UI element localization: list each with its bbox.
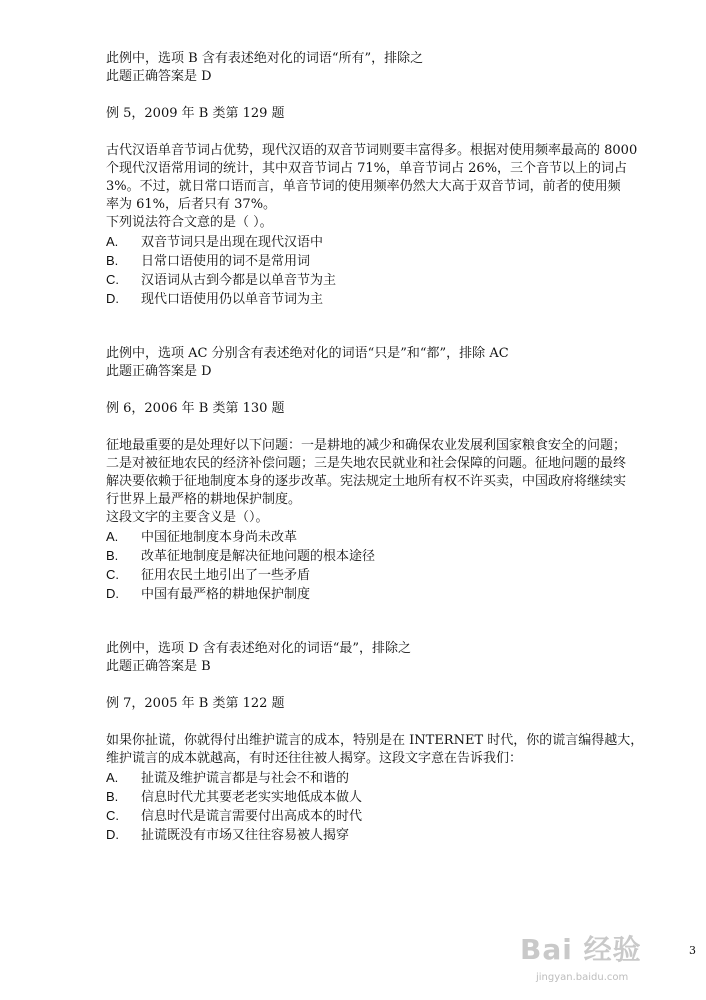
page-number: 3 (689, 944, 696, 957)
option-a: A. 双音节词只是出现在现代汉语中 (106, 234, 324, 250)
passage-line: 率为 61%，后者只有 37%。 (106, 197, 277, 212)
option-b: B. 改革征地制度是解决征地问题的根本途径 (106, 548, 376, 564)
option-d: D. 扯谎既没有市场又往往容易被人揭穿 (106, 827, 350, 843)
option-b: B. 信息时代尤其要老老实实地低成本做人 (106, 789, 363, 805)
watermark-url: jingyan.baidu.com (536, 972, 629, 983)
analysis-line: 此例中，选项 B 含有表述绝对化的词语“所有”，排除之 (106, 51, 424, 66)
passage-line: 3%。不过，就日常口语而言，单音节词的使用频率仍然大大高于双音节词，前者的使用频 (106, 179, 621, 194)
passage-line: 古代汉语单音节词占优势，现代汉语的双音节词则要丰富得多。根据对使用频率最高的 8000 (106, 143, 638, 158)
passage-line: 维护谎言的成本就越高，有时还往往被人揭穿。这段文字意在告诉我们： (106, 751, 523, 766)
watermark-logo: Bai 经验 (520, 933, 642, 966)
passage-line: 如果你扯谎，你就得付出维护谎言的成本，特别是在 INTERNET 时代，你的谎言编得越大， (106, 733, 644, 748)
question-line: 这段文字的主要含义是（）。 (106, 510, 269, 525)
answer-line: 此题正确答案是 B (106, 659, 211, 674)
question-line: 下列说法符合文意的是（ ）。 (106, 215, 273, 230)
passage-line: 征地最重要的是处理好以下问题：一是耕地的减少和确保农业发展利国家粮食安全的问题； (106, 438, 627, 453)
option-c: C. 征用农民土地引出了一些矛盾 (106, 567, 311, 583)
example-title: 例 6，2006 年 B 类第 130 题 (106, 401, 285, 416)
option-d: D. 中国有最严格的耕地保护制度 (106, 586, 311, 602)
example-title: 例 5，2009 年 B 类第 129 题 (106, 106, 285, 121)
answer-line: 此题正确答案是 D (106, 364, 212, 379)
passage-line: 二是对被征地农民的经济补偿问题；三是失地农民就业和社会保障的问题。征地问题的最终 (106, 456, 627, 471)
option-a: A. 扯谎及维护谎言都是与社会不和谐的 (106, 770, 350, 786)
option-c: C. 汉语词从古到今都是以单音节为主 (106, 272, 337, 288)
option-d: D. 现代口语使用仍以单音节词为主 (106, 291, 324, 307)
option-a: A. 中国征地制度本身尚未改革 (106, 529, 298, 545)
answer-line: 此题正确答案是 D (106, 69, 212, 84)
analysis-line: 此例中，选项 D 含有表述绝对化的词语“最”，排除之 (106, 641, 411, 656)
option-b: B. 日常口语使用的词不是常用词 (106, 253, 311, 269)
passage-line: 个现代汉语常用词的统计，其中双音节词占 71%，单音节词占 26%，三个音节以上的词占 (106, 161, 628, 176)
option-c: C. 信息时代是谎言需要付出高成本的时代 (106, 808, 363, 824)
analysis-line: 此例中，选项 AC 分别含有表述绝对化的词语“只是”和“都”，排除 AC (106, 346, 509, 361)
passage-line: 解决要依赖于征地制度本身的逐步改革。宪法规定土地所有权不许买卖，中国政府将继续实 (106, 474, 627, 489)
example-title: 例 7，2005 年 B 类第 122 题 (106, 696, 285, 711)
baidu-watermark (520, 928, 680, 988)
passage-line: 行世界上最严格的耕地保护制度。 (106, 492, 302, 507)
